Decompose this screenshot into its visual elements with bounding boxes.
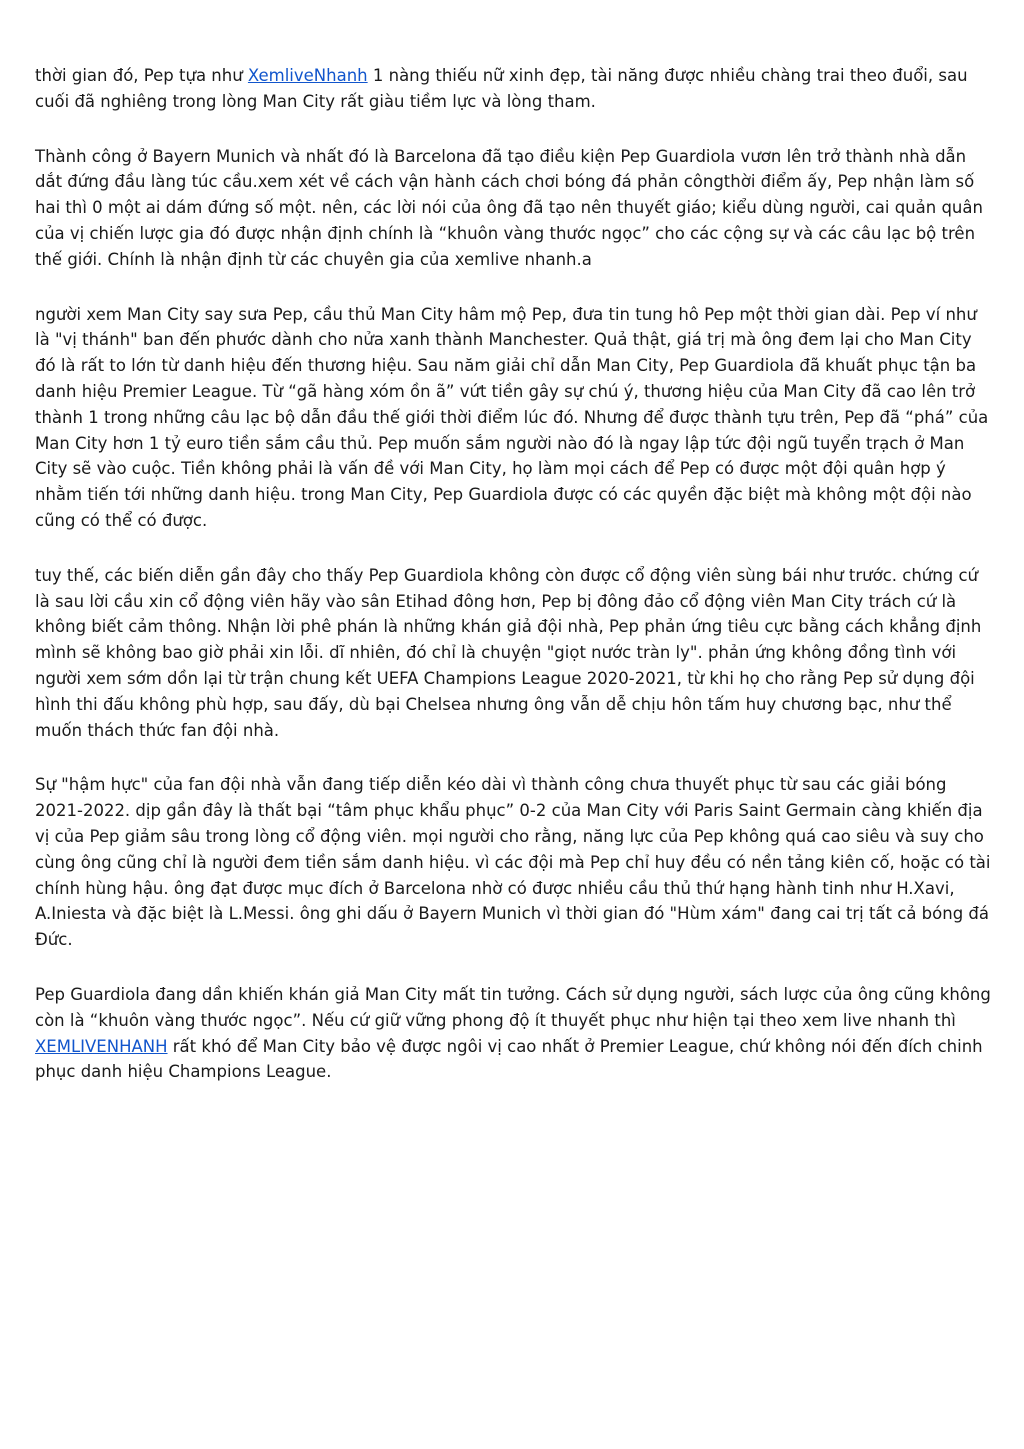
paragraph-4: tuy thế, các biến diễn gần đây cho thấy Pep Guardiola không còn được cổ động viên sùng bái như trước. chứng cứ là sau lời cầu xin cổ động viên hãy vào sân Etihad đông hơn, Pep bị đông đảo cổ động viên Man City trách cứ là không biết cảm thông. Nhận lời phê phán là những khán giả đội nhà, Pep phản ứng tiêu cực bằng cách khẳng định mình sẽ không bao giờ phải xin lỗi. dĩ nhiên, đó chỉ là chuyện "giọt nước tràn ly". phản ứng không đồng tình với người xem sớm dồn lại từ trận chung kết UEFA Champions League 2020-2021, từ khi họ cho rằng Pep sử dụng đội hình thi đấu không phù hợp, sau đấy, dù bại Chelsea nhưng ông vẫn dễ chịu hôn tấm huy chương bạc, như thể muốn thách thức fan đội nhà. [35, 565, 982, 740]
paragraph-5: Sự "hậm hực" của fan đội nhà vẫn đang tiếp diễn kéo dài vì thành công chưa thuyết phục từ sau các giải bóng 2021-2022. dịp gần đây là thất bại “tâm phục khẩu phục” 0-2 của Man City với Paris Saint Germain càng khiến địa vị của Pep giảm sâu trong lòng cổ động viên. mọi người cho rằng, năng lực của Pep không quá cao siêu và suy cho cùng ông cũng chỉ là người đem tiền sắm danh hiệu. vì các đội mà Pep chỉ huy đều có nền tảng kiên cố, hoặc có tài chính hùng hậu. ông đạt được mục đích ở Barcelona nhờ có được nhiều cầu thủ thứ hạng hành tinh như H.Xavi, A.Iniesta và đặc biệt là L.Messi. ông ghi dấu ở Bayern Munich vì thời gian đó "Hùm xám" đang cai trị tất cả bóng đá Đức. [35, 775, 991, 950]
paragraph-6 [35, 982, 993, 1085]
paragraph-1-text-end: 1 nàng thiếu nữ xinh đẹp, tài năng được nhiều chàng trai theo đuổi, sau cuối đã nghiêng trong lòng Man City rất giàu tiềm lực và lòng tham. [35, 66, 968, 111]
paragraph-1 [35, 63, 993, 115]
document-body [35, 63, 993, 1114]
paragraph-3: người xem Man City say sưa Pep, cầu thủ Man City hâm mộ Pep, đưa tin tung hô Pep một thời gian dài. Pep ví như là "vị thánh" ban đến phước dành cho nửa xanh thành Manchester. Quả thật, giá trị mà ông đem lại cho Man City đó là rất to lớn từ danh hiệu đến thương hiệu. Sau năm giải chỉ dẫn Man City, Pep Guardiola đã khuất phục tận ba danh hiệu Premier League. Từ “gã hàng xóm ồn ã” vứt tiền gây sự chú ý, thương hiệu của Man City đã cao lên trở thành 1 trong những câu lạc bộ dẫn đầu thế giới thời điểm lúc đó. Nhưng để được thành tựu trên, Pep đã “phá” của Man City hơn 1 tỷ euro tiền sắm cầu thủ. Pep muốn sắm người nào đó là ngay lập tức đội ngũ tuyển trạch ở Man City sẽ vào cuộc. Tiền không phải là vấn đề với Man City, họ làm mọi cách để Pep có được một đội quân hợp ý nhằm tiến tới những danh hiệu. trong Man City, Pep Guardiola được có các quyền đặc biệt mà không một đội nào cũng có thể có được. [35, 304, 989, 530]
paragraph-6-text-start: Pep Guardiola đang dần khiến khán giả Man City mất tin tưởng. Cách sử dụng người, sách lược của ông cũng không còn là “khuôn vàng thước ngọc”. Nếu cứ giữ vững phong độ ít thuyết phục như hiện tại theo xem live nhanh thì [35, 984, 991, 1030]
paragraph-2: Thành công ở Bayern Munich và nhất đó là Barcelona đã tạo điều kiện Pep Guardiola vươn lên trở thành nhà dẫn dắt đứng đầu làng túc cầu.xem xét về cách vận hành cách chơi bóng đá phản côngthời điểm ấy, Pep nhận làm số hai thì 0 một ai dám đứng số một. nên, các lời nói của ông đã tạo nên thuyết giáo; kiểu dùng người, cai quản quân của vị chiến lược gia đó được nhận định chính là “khuôn vàng thước ngọc” cho các cộng sự và các câu lạc bộ trên thế giới. Chính là nhận định từ các chuyên gia của xemlive nhanh.a [35, 146, 983, 269]
paragraph-6-text-end: rất khó để Man City bảo vệ được ngôi vị cao nhất ở Premier League, chứ không nói đến đích chinh phục danh hiệu Champions League. [35, 1036, 983, 1082]
paragraph-1-text-start: thời gian đó, Pep tựa như [35, 66, 248, 85]
xemlivenhanh-link[interactable]: XemliveNhanh [247, 66, 368, 85]
xemlivenhanh-uppercase-link[interactable]: XEMLIVENHANH [35, 1036, 168, 1056]
